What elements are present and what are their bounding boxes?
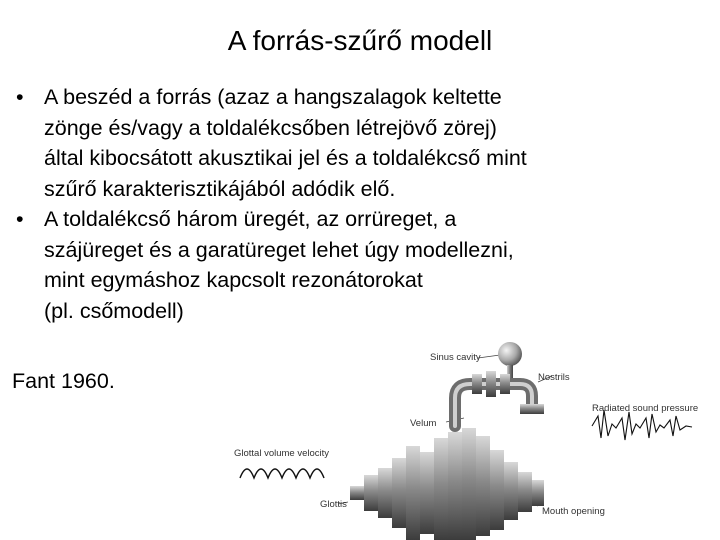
bullet-line: A toldalékcső három üregét, az orrüreget, a — [44, 207, 457, 231]
nasal-tube — [455, 371, 544, 426]
label-velum: Velum — [410, 418, 437, 429]
radiated-waveform — [592, 410, 692, 440]
label-mouth-opening: Mouth opening — [542, 506, 605, 517]
bullet-item — [12, 204, 712, 326]
bullet-line: zönge és/vagy a toldalékcsőben létrejövő zörej) — [44, 115, 497, 140]
bullet-line: által kibocsátott akusztikai jel és a toldalékcső mint — [44, 146, 527, 170]
bullet-line: szájüreget és a garatüreget lehet úgy modellezni, — [44, 237, 514, 262]
bullet-item — [12, 82, 712, 204]
sinus-cavity-shape — [498, 342, 522, 379]
slide-title: A forrás-szűrő modell — [227, 25, 493, 56]
vocal-tract-diagram — [220, 340, 720, 540]
citation: Fant 1960. — [12, 369, 115, 393]
label-radiated-sound-pressure: Radiated sound pressure — [592, 403, 699, 414]
bullet-line: mint egymáshoz kapcsolt rezonátorokat — [44, 268, 423, 292]
bullet-line: A beszéd a forrás (azaz a hangszalagok keltette — [44, 85, 502, 109]
vocal-tract-resonators — [350, 428, 544, 540]
label-sinus-cavity: Sinus cavity — [430, 352, 481, 363]
label-glottis: Glottis — [320, 499, 347, 510]
bullet-list — [12, 82, 712, 326]
bullet-symbol: • — [16, 207, 24, 231]
bullet-line: szűrő karakterisztikájából adódik elő. — [44, 176, 396, 201]
glottal-waveform — [240, 469, 324, 478]
label-glottal-volume-velocity: Glottal volume velocity — [234, 448, 330, 459]
bullet-line: (pl. csőmodell) — [44, 298, 184, 323]
label-nostrils: Nostrils — [538, 372, 570, 383]
bullet-symbol: • — [16, 85, 24, 109]
